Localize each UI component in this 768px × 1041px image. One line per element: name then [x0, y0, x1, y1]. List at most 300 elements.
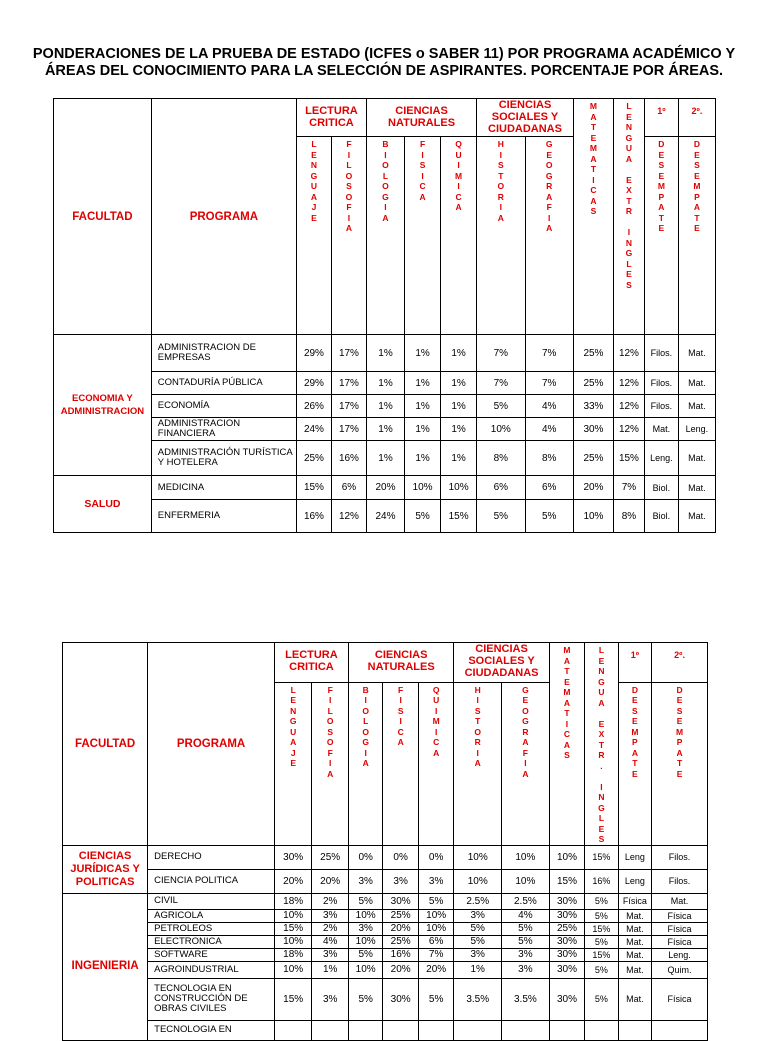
value-cell: Biol. [644, 476, 678, 500]
lectura-critica-header: LECTURA CRITICA [274, 643, 348, 683]
subheader-char: R [598, 750, 605, 760]
value-cell: 7% [477, 372, 525, 395]
subheader-char: I [347, 212, 351, 223]
subheader-char: L [311, 139, 317, 149]
value-cell: 10% [549, 845, 584, 869]
subheader-char: A [455, 202, 462, 212]
value-cell: 3% [383, 869, 418, 893]
subheader-char: D [631, 684, 638, 695]
subheader-char: A [382, 212, 389, 223]
subheader-char: F [546, 202, 552, 212]
subheader-4 [418, 682, 454, 845]
subheader-char: M [432, 716, 440, 727]
value-cell: 4% [312, 935, 349, 948]
value-cell: 2% [312, 893, 349, 909]
subheader-char: M [589, 143, 597, 153]
subheader-char: A [546, 191, 553, 202]
subheader-char: E [598, 823, 605, 834]
subheader-5 [454, 682, 502, 845]
value-cell: 12% [614, 372, 645, 395]
subheader-1 [312, 682, 349, 845]
subheader-char: D [693, 139, 700, 149]
subheader-char: U [290, 726, 297, 737]
value-cell: 0% [348, 845, 382, 869]
ponderaciones-table-2 [62, 642, 708, 1041]
subheader-char: A [658, 202, 665, 212]
value-cell [502, 1020, 550, 1040]
programa-cell: ADMINISTRACION DE EMPRESAS [151, 335, 296, 372]
subheader-char: N [598, 666, 605, 676]
value-cell: 1% [405, 372, 441, 395]
value-cell: 7% [525, 372, 573, 395]
value-cell: 30% [383, 893, 418, 909]
table-row [63, 935, 708, 948]
value-cell: Física [652, 909, 708, 922]
value-cell: 3% [312, 978, 349, 1020]
programa-cell: ELECTRONICA [148, 935, 275, 948]
subheader-char: F [419, 139, 426, 149]
subheader-char [585, 771, 617, 782]
subheader-char: R [625, 206, 633, 216]
value-cell: 15% [274, 978, 312, 1020]
value-cell: 3.5% [454, 978, 502, 1020]
value-cell: 10% [502, 869, 550, 893]
subheader-char: C [590, 185, 597, 195]
subheader-10 [652, 682, 708, 845]
table-row [54, 500, 716, 533]
value-cell: 7% [477, 335, 525, 372]
subheader-char: I [364, 695, 367, 706]
subheader-char: I [399, 716, 402, 727]
subheader-char: I [627, 227, 631, 237]
subheader-char: I [384, 202, 387, 212]
value-cell: Física [652, 935, 708, 948]
subheader-3 [405, 137, 441, 335]
subheader-6 [525, 137, 573, 335]
subheader-char: I [399, 695, 402, 706]
subheader-char: E [590, 132, 597, 143]
subheader-char: I [329, 758, 332, 769]
programa-header: PROGRAMA [151, 99, 296, 335]
value-cell: 6% [331, 476, 366, 500]
value-cell [383, 1020, 418, 1040]
subheader-char: F [346, 202, 352, 212]
subheader-char: A [625, 153, 633, 164]
subheader-char: E [658, 170, 665, 181]
value-cell: Física [618, 893, 651, 909]
value-cell: 1% [405, 335, 441, 372]
value-cell [585, 1020, 618, 1040]
value-cell: Mat. [618, 978, 651, 1020]
subheader-char: A [631, 747, 638, 758]
subheader-char: I [347, 149, 351, 160]
header-row [54, 99, 716, 137]
value-cell: Biol. [644, 500, 678, 533]
value-cell: 10% [477, 418, 525, 441]
subheader-char: O [522, 705, 529, 716]
table-row [63, 845, 708, 869]
value-cell: 12% [614, 395, 645, 418]
value-cell: Filos. [652, 845, 708, 869]
programa-cell: TECNOLOGIA EN CONSTRUCCIÓN DE OBRAS CIVILES [148, 978, 275, 1020]
value-cell: 3% [418, 869, 454, 893]
subheader-char: S [474, 705, 481, 716]
value-cell: 20% [383, 922, 418, 935]
subheader-char: I [384, 149, 387, 160]
subheader-char: I [457, 181, 460, 191]
value-cell: 10% [418, 909, 454, 922]
value-cell [652, 1020, 708, 1040]
value-cell: Mat. [678, 335, 715, 372]
subheader-char: M [589, 101, 597, 111]
subheader-char: I [565, 718, 569, 729]
subheader-char: A [676, 747, 683, 758]
value-cell: 7% [614, 476, 645, 500]
table-row [54, 441, 716, 476]
subheader-char: G [382, 191, 389, 202]
programa-cell: MEDICINA [151, 476, 296, 500]
value-cell: 3% [454, 909, 502, 922]
subheader-char: G [310, 170, 318, 181]
value-cell: 15% [441, 500, 477, 533]
subheader-char: E [694, 149, 700, 160]
subheader-char: E [632, 695, 638, 706]
value-cell: Filos. [644, 335, 678, 372]
value-cell: 3% [502, 948, 550, 961]
value-cell: 25% [383, 935, 418, 948]
value-cell: 10% [454, 869, 502, 893]
subheader-char: P [632, 737, 638, 748]
value-cell: 5% [348, 948, 382, 961]
value-cell: 17% [331, 395, 366, 418]
subheader-char: E [290, 758, 297, 769]
subheader-char: A [590, 195, 597, 206]
subheader-char: U [598, 687, 605, 697]
subheader-char: D [676, 684, 683, 695]
value-cell [618, 1020, 651, 1040]
subheader-char: X [626, 185, 632, 195]
value-cell: 8% [614, 500, 645, 533]
ciencias-sociales-header: CIENCIAS SOCIALES Y CIUDADANAS [477, 99, 574, 137]
subheader-char: M [657, 181, 665, 191]
subheader-char: R [497, 191, 504, 202]
value-cell: 5% [348, 893, 382, 909]
facultad-header: FACULTAD [63, 643, 148, 846]
subheader-char: G [545, 170, 553, 181]
value-cell: Leng. [652, 948, 708, 961]
subheader-char: T [564, 708, 570, 718]
value-cell: Mat. [618, 909, 651, 922]
value-cell [418, 1020, 454, 1040]
subheader-lengua-extr-ingles [585, 643, 618, 846]
table-row [54, 476, 716, 500]
subheader-char: S [694, 160, 700, 170]
value-cell: 10% [418, 922, 454, 935]
subheader-char: F [522, 747, 528, 758]
subheader-char: H [497, 139, 504, 149]
value-cell: Mat. [678, 441, 715, 476]
value-cell: 20% [383, 961, 418, 978]
subheader-char: L [626, 258, 632, 269]
subheader-char: P [658, 191, 665, 202]
subheader-char: I [421, 170, 424, 181]
subheader-char: M [563, 687, 571, 697]
value-cell: Mat. [678, 372, 715, 395]
subheader-char: E [632, 716, 638, 727]
subheader-0 [274, 682, 312, 845]
subheader-char: M [563, 645, 571, 655]
subheader-lengua-extr-ingles [614, 99, 645, 335]
subheader-char: M [455, 170, 463, 181]
value-cell: 15% [585, 948, 618, 961]
programa-cell: ADMINISTRACION FINANCIERA [151, 418, 296, 441]
subheader-char: . [600, 760, 603, 771]
subheader-char: N [625, 237, 633, 248]
subheader-char: A [433, 747, 440, 758]
subheader-char: U [625, 143, 633, 153]
subheader-char: E [694, 223, 700, 233]
value-cell: 5% [585, 935, 618, 948]
subheader-char: X [598, 729, 605, 739]
value-cell: Leng. [644, 441, 678, 476]
value-cell: 1% [405, 418, 441, 441]
subheader-char [585, 708, 617, 719]
subheader-char: I [476, 747, 479, 758]
value-cell [274, 1020, 312, 1040]
value-cell: 7% [525, 335, 573, 372]
subheader-char: O [545, 160, 553, 170]
subheader-4 [441, 137, 477, 335]
subheader-char: A [290, 737, 297, 748]
subheader-char: P [694, 191, 700, 202]
subheader-char: E [626, 111, 632, 122]
subheader-char: E [522, 695, 529, 706]
value-cell: 10% [274, 909, 312, 922]
value-cell: 5% [454, 935, 502, 948]
subheader-char: A [563, 697, 571, 708]
subheader-char: T [498, 170, 504, 181]
value-cell: 1% [441, 395, 477, 418]
programa-cell: AGROINDUSTRIAL [148, 961, 275, 978]
value-cell: 10% [502, 845, 550, 869]
value-cell: 1% [366, 441, 404, 476]
subheader-char: O [362, 705, 369, 716]
subheader-char: I [592, 174, 595, 185]
value-cell: Leng [618, 845, 651, 869]
ciencias-naturales-header: CIENCIAS NATURALES [348, 643, 453, 683]
facultad-cell: CIENCIAS JURÍDICAS Y POLITICAS [63, 845, 148, 893]
subheader-char: E [676, 695, 683, 706]
value-cell: 1% [366, 395, 404, 418]
value-cell: 18% [274, 948, 312, 961]
segundo-desempate-header: 2º. [652, 643, 708, 683]
subheader-char: E [598, 718, 605, 729]
value-cell: 33% [573, 395, 613, 418]
value-cell: 29% [296, 335, 331, 372]
value-cell: Filos. [644, 372, 678, 395]
subheader-char: A [522, 737, 529, 748]
subheader-char: O [382, 181, 389, 191]
subheader-char: A [546, 223, 553, 233]
value-cell: 10% [348, 909, 382, 922]
value-cell: Mat. [678, 395, 715, 418]
subheader-char: G [545, 139, 553, 149]
value-cell: 5% [477, 500, 525, 533]
table-row [54, 395, 716, 418]
subheader-char: T [475, 716, 481, 727]
value-cell: 5% [585, 909, 618, 922]
value-cell [312, 1020, 349, 1040]
value-cell: 5% [348, 978, 382, 1020]
value-cell: 30% [549, 893, 584, 909]
value-cell: Mat. [618, 922, 651, 935]
value-cell: 16% [331, 441, 366, 476]
table-row [63, 893, 708, 909]
programa-cell: CONTADURÍA PÚBLICA [151, 372, 296, 395]
value-cell: 1% [441, 335, 477, 372]
table-row [63, 948, 708, 961]
value-cell: Física [652, 922, 708, 935]
value-cell: 25% [573, 335, 613, 372]
value-cell: 3% [348, 922, 382, 935]
subheader-char: S [419, 160, 426, 170]
subheader-char: E [676, 716, 683, 727]
subheader-char: S [327, 726, 334, 737]
value-cell: 3% [502, 961, 550, 978]
subheader-char: J [290, 747, 296, 758]
subheader-char: T [694, 212, 700, 223]
subheader-char: E [546, 149, 553, 160]
programa-cell: AGRICOLA [148, 909, 275, 922]
subheader-char: C [433, 737, 440, 748]
subheader-char: O [474, 726, 482, 737]
value-cell: 17% [331, 418, 366, 441]
value-cell: 3.5% [502, 978, 550, 1020]
subheader-char: E [598, 655, 605, 666]
subheader-char: A [497, 212, 504, 223]
value-cell: Mat. [618, 935, 651, 948]
primer-desempate-header: 1º [618, 643, 651, 683]
subheader-char: A [362, 758, 369, 769]
value-cell: 30% [549, 978, 584, 1020]
subheader-char: A [693, 202, 700, 212]
value-cell: 2.5% [502, 893, 550, 909]
value-cell: 1% [366, 372, 404, 395]
value-cell: 20% [573, 476, 613, 500]
subheader-char: F [346, 139, 352, 149]
subheader-char: S [397, 705, 404, 716]
subheader-char: E [626, 269, 632, 279]
subheader-char: D [658, 139, 665, 149]
value-cell: 10% [573, 500, 613, 533]
subheader-char: T [598, 739, 605, 750]
subheader-char: R [546, 181, 553, 191]
subheader-char: O [382, 160, 389, 170]
value-cell: 4% [502, 909, 550, 922]
value-cell: 1% [366, 335, 404, 372]
subheader-char: I [600, 781, 603, 792]
subheader-char: O [345, 191, 353, 202]
subheader-2 [348, 682, 382, 845]
subheader-char: S [497, 160, 504, 170]
subheader-char: E [676, 768, 683, 779]
subheader-char: I [457, 160, 460, 170]
page-title: PONDERACIONES DE LA PRUEBA DE ESTADO (ICFES o SABER 11) POR PROGRAMA ACADÉMICO Y ÁREAS DEL CONOCIMIENTO PARA LA SELECCIÓN DE ASPIRANTES. PORCENTAJE POR ÁREAS. [32, 46, 736, 79]
subheader-0 [296, 137, 331, 335]
value-cell: 15% [274, 922, 312, 935]
value-cell: Mat. [678, 500, 715, 533]
value-cell: Quim. [652, 961, 708, 978]
subheader-char: B [382, 139, 389, 149]
subheader-char: L [363, 716, 369, 727]
value-cell: 7% [418, 948, 454, 961]
subheader-char: O [345, 170, 353, 181]
value-cell: 25% [383, 909, 418, 922]
table-row [63, 869, 708, 893]
subheader-char: O [326, 716, 334, 727]
subheader-char: T [590, 164, 597, 174]
table-row [54, 335, 716, 372]
facultad-header: FACULTAD [54, 99, 152, 335]
subheader-char: S [346, 181, 352, 191]
value-cell: 5% [418, 978, 454, 1020]
subheader-char: G [598, 676, 605, 687]
value-cell: Mat. [644, 418, 678, 441]
subheader-char: Q [455, 139, 462, 149]
subheader-char: E [626, 174, 632, 185]
subheader-char: I [329, 695, 332, 706]
value-cell: 5% [454, 922, 502, 935]
ciencias-sociales-header: CIENCIAS SOCIALES Y CIUDADANAS [454, 643, 549, 683]
subheader-char: R [474, 737, 481, 748]
value-cell: 10% [274, 935, 312, 948]
subheader-char: A [590, 111, 597, 122]
subheader-char: I [548, 212, 551, 223]
subheader-char: L [598, 813, 605, 823]
value-cell: 17% [331, 335, 366, 372]
subheader-char: I [364, 747, 367, 758]
value-cell: 15% [585, 845, 618, 869]
value-cell: 6% [525, 476, 573, 500]
subheader-char: A [563, 739, 571, 750]
subheader-char: M [693, 181, 701, 191]
subheader-9 [618, 682, 651, 845]
value-cell: Leng. [678, 418, 715, 441]
value-cell: 24% [296, 418, 331, 441]
subheader-char: O [362, 726, 369, 737]
subheader-char: S [632, 705, 638, 716]
value-cell: 10% [454, 845, 502, 869]
value-cell: 20% [312, 869, 349, 893]
subheader-char: B [362, 684, 369, 695]
programa-cell: TECNOLOGIA EN [148, 1020, 275, 1040]
value-cell: 5% [477, 395, 525, 418]
value-cell: 20% [418, 961, 454, 978]
value-cell: 30% [549, 909, 584, 922]
subheader-char: S [590, 206, 597, 216]
subheader-char: I [499, 149, 502, 160]
subheader-char: T [658, 212, 664, 223]
value-cell: 3% [348, 869, 382, 893]
value-cell: 10% [348, 961, 382, 978]
value-cell: 12% [331, 500, 366, 533]
subheader-char: L [598, 645, 605, 655]
subheader-char: A [522, 768, 529, 779]
value-cell: 30% [383, 978, 418, 1020]
value-cell: 15% [614, 441, 645, 476]
value-cell: 25% [549, 922, 584, 935]
subheader-char: U [433, 695, 440, 706]
